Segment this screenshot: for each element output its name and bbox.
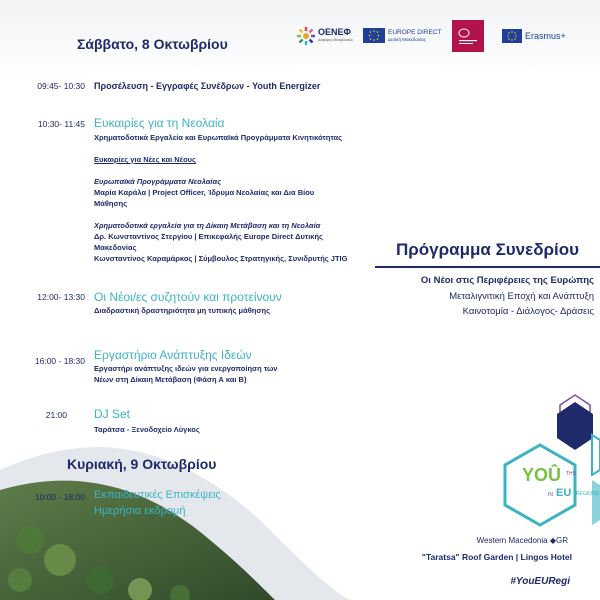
brand-logo [522,465,600,505]
logo-erasmus [502,29,582,45]
brand-ths: THS [566,471,576,477]
session-5-title: DJ Set [94,407,131,421]
session-2-line3: Ευρωπαϊκά Προγράμματα Νεολαίας [94,177,222,186]
saturday-heading: Σάββατο, 8 Οκτωβρίου [77,36,228,52]
sunday-title-1: Εκπαιδευτικές Επισκέψεις [94,489,221,501]
session-5-line1: Ταράτσα - Ξενοδοχείο Λύγκος [94,425,200,434]
time-slot-3: 12:00- 13:30 [37,292,85,302]
eu-flag-icon [363,28,385,43]
session-4-line1: Εργαστήρι ανάπτυξης ιδεών για ενεργοποίηση των [94,364,278,373]
brand-you: YOÛ [522,465,562,485]
session-2-line6: Χρηματοδοτικά εργαλεία για τη Δίκαιη Μετάβαση και τη Νεολαία [94,221,321,230]
location-pin-icon: ◆ [549,536,556,545]
oenef-logo-text: OENEΦ [318,27,351,37]
sunday-title-2: Ημερήσια εκδρομή [94,505,186,517]
session-2-line1: Χρηματοδοτικά Εργαλεία και Ευρωπαϊκά Προγράμματα Κινητικότητας [94,133,343,142]
logo-red-square [452,20,484,52]
session-2-line4: Μαρία Καράλα | Project Officer, Ίδρυμα Νεολαίας και Δια Βίου [94,188,315,197]
footer-region: Western Macedonia [476,536,548,545]
program-title-underline [375,266,600,268]
erasmus-text: Erasmus+ [525,31,566,41]
footer-hashtag: #YouEURegi [510,576,570,587]
session-2-title: Ευκαιρίες για τη Νεολαία [94,116,225,130]
red-logo-icon [452,20,484,52]
brand-in: IN [548,492,553,498]
footer-venue: "Taratsa" Roof Garden | Lingos Hotel [421,552,572,562]
oenef-logo-subtext: Αειφόρος Μεταβολικός [318,38,354,42]
sunday-heading: Κυριακή, 9 Οκτωβρίου [67,456,217,472]
sunday-time-slot: 10:00 - 18:00 [34,492,85,502]
session-2-line9: Κωνσταντίνος Καραμάρκος | Σύμβουλος Στρατηγικής, Συνιδρυτής JTIG [94,254,348,263]
session-3-line1: Διαδραστική δραστηριότητα μη τυπικής μάθησης [94,306,270,315]
europe-direct-subtext: Δυτική Μακεδονίας [388,37,426,42]
session-2-line8: Μακεδονίας [94,243,137,252]
erasmus-flag-icon [502,29,522,43]
time-slot-2: 10:30- 11:45 [37,119,85,129]
session-1-title: Προσέλευση - Εγγραφές Συνέδρων - Youth Energizer [94,81,321,91]
brand-eu: EU [556,487,572,499]
footer-country: GR [556,536,568,545]
logo-europe-direct [363,26,443,46]
footer-region-block [477,536,568,545]
hexagon-decoration [480,370,600,540]
europe-direct-text: EUROPE DIRECT [388,29,442,36]
time-slot-1: 09:45- 10:30 [37,81,85,91]
time-slot-5: 21:00 [45,410,67,420]
session-2-line5: Μάθησης [94,199,128,208]
time-slot-4: 16:00 - 18:30 [34,356,85,366]
program-title: Πρόγραμμα Συνεδρίου [396,240,580,259]
session-4-title: Εργαστήριο Ανάπτυξης Ιδεών [94,348,252,362]
session-4-line2: Νέων στη Δίκαιη Μετάβαση (Φάση Α και Β) [94,375,247,384]
program-line-1: Μεταλιγνιτική Εποχή και Ανάπτυξη [449,291,594,302]
brand-regions: REGIONS [576,491,600,497]
logo-oenef [296,24,352,48]
session-2-line2: Ευκαιρίες για Νέες και Νέους [94,155,196,164]
program-line-2: Καινοτομία - Διάλογος- Δράσεις [462,306,594,317]
program-subtitle: Οι Νέοι στις Περιφέρειες της Ευρώπης [420,275,594,286]
session-3-title: Οι Νέοι/ες συζητούν και προτείνουν [94,290,282,304]
session-2-line7: Δρ. Κωνσταντίνος Στεργίου | Επικεφαλής Europe Direct Δυτικής [94,232,323,241]
oenef-emblem-icon [296,26,316,46]
